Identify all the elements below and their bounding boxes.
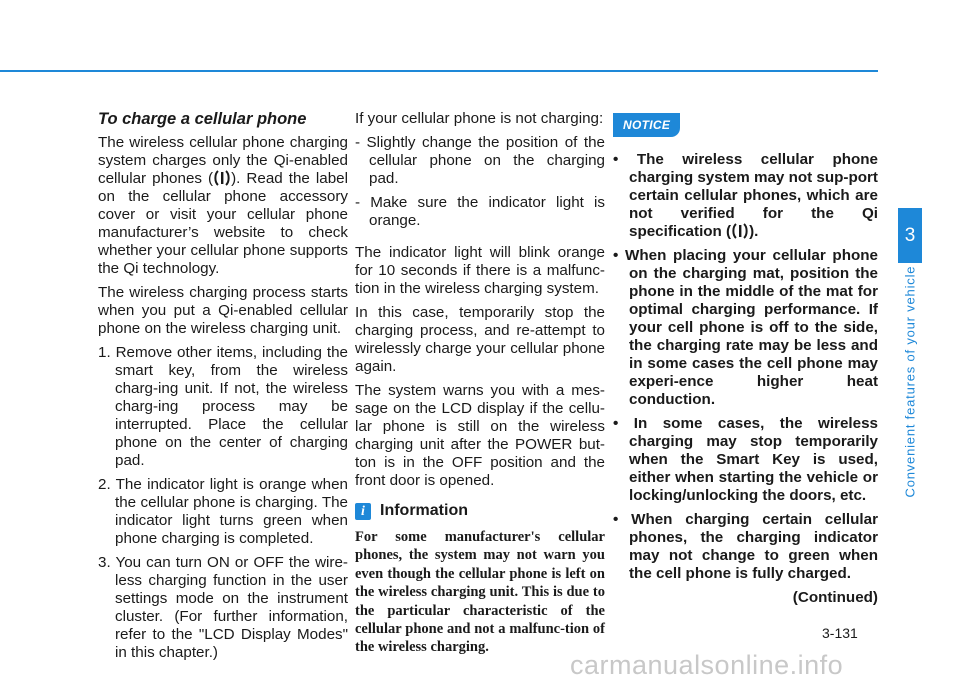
step-2: 2. The indicator light is orange when the cellular phone is charging. The indicator light turns green when phone charging is completed. [98, 476, 348, 547]
notice-item: • When charging certain cellular phones, the charging indicator may not change to green when the cell phone is fully charged. [613, 511, 878, 582]
watermark: carmanualsonline.info [570, 650, 844, 680]
qi-intro-text-a: The wireless cellular phone charging system charges only the Qi-enabled cellular phones ( [98, 134, 348, 187]
section-subtitle: To charge a cellular phone [98, 110, 307, 128]
header-rule [0, 70, 878, 72]
dash-item-1: - Slightly change the position of the cellular phone on the charging pad. [355, 134, 605, 187]
column-right [613, 110, 878, 613]
step-1: 1. Remove other items, including the smart key, from the wireless charg-ing unit. If not, the wireless charg-ing process may be interrupted. Place the cellular phone on the center of charging pad. [98, 344, 348, 469]
notice-badge: NOTICE [613, 113, 680, 137]
info-icon: i [355, 503, 371, 520]
qi-intro-text-b: ). Read the label on the cellular phone accessory cover or visit your cellular phone manufacturer’s website to check whether your cellular phone supports the Qi technology. [98, 170, 349, 277]
page-number: 3-131 [822, 625, 858, 641]
paragraph-warning: The system warns you with a mes-sage on the LCD display if the cellu-lar phone is still on the wireless charging unit after the POWER but-ton is in the OFF position and the front door is opened. [355, 382, 605, 489]
notice-item: • When placing your cellular phone on the charging mat, position the phone in the middle of the mat for optimal charging performance. If your cell phone is off to the side, the charging rate may be less and in some cases the cell phone may experi-ence higher heat conduction. [613, 247, 878, 408]
continued-label: (Continued) [792, 589, 878, 606]
chapter-title: Convenient features of your vehicle [902, 265, 918, 498]
qi-logo-icon [213, 170, 231, 186]
notice-item [613, 151, 878, 241]
notice-item-text-a: • The wireless cellular phone charging system may not sup-port certain cellular phones, which are not verified for the Qi specification ( [613, 151, 878, 240]
information-body: For some manufacturer's cellular phones, the system may not warn you even though the cellular phone is left on the wireless charging unit. This is due to the particular characteristic of the cellular phone and not a malfunc-tion of the wireless charging. [355, 529, 605, 656]
dash-item-2: - Make sure the indicator light is orange. [355, 194, 605, 229]
notice-list [613, 151, 878, 583]
step-3: 3. You can turn ON or OFF the wire-less charging function in the user settings mode on the instrument cluster. (For further information, refer to the "LCD Display Modes" in this chapter.) [98, 554, 348, 661]
notice-item-text-b: ). [749, 223, 759, 240]
paragraph-not-charging: If your cellular phone is not charging: [355, 110, 604, 127]
column-left [98, 110, 348, 668]
notice-item: • In some cases, the wireless charging may stop temporarily when the Smart Key is used, either when starting the vehicle or locking/unlocking the doors, etc. [613, 415, 878, 504]
paragraph-qi-intro [98, 134, 348, 278]
paragraph-charging-start: The wireless charging process starts when you put a Qi-enabled cellular phone on the wireless charging unit. [98, 284, 348, 337]
column-middle [355, 110, 605, 663]
qi-logo-icon [731, 223, 749, 239]
information-header [355, 502, 605, 520]
paragraph-retry: In this case, temporarily stop the charging process, and re-attempt to wirelessly charge your cellular phone again. [355, 304, 605, 375]
chapter-tab: 3 [898, 208, 922, 263]
paragraph-blink: The indicator light will blink orange for 10 seconds if there is a malfunc-tion in the wireless charging system. [355, 244, 605, 297]
information-title: Information [380, 502, 468, 519]
